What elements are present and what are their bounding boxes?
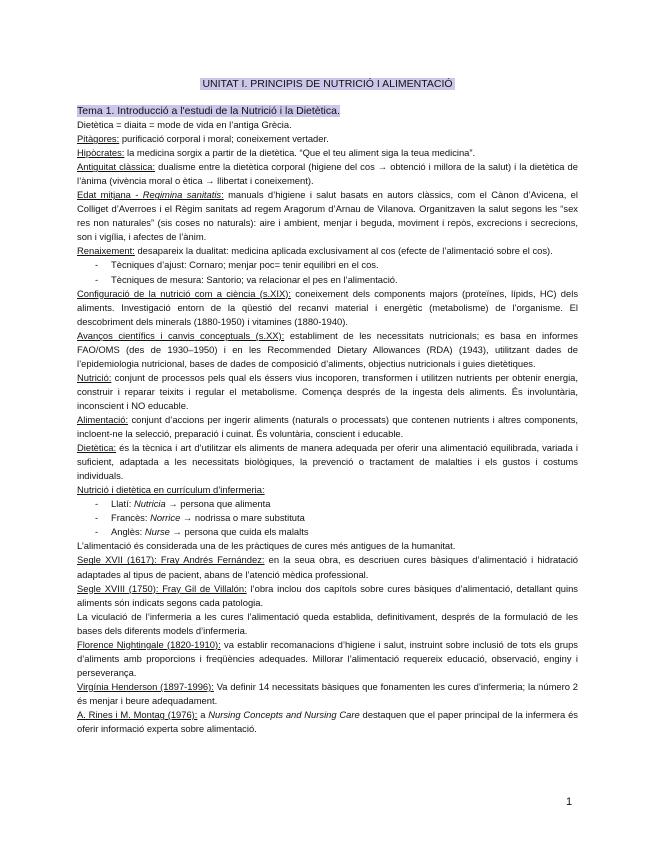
paragraph-curriculum <box>77 483 578 497</box>
term-text: conjunt d’accions per ingerir aliments (naturals o processats) que contenen nutrients i altres components, incloent-ne la selecció, preparació i cuinat. És voluntària, conscient i educable. <box>77 413 578 440</box>
term-label: Florence Nightingale (1820-1910): <box>77 638 221 650</box>
term-label: Nutrició i dietètica en currículum d’infermeria: <box>77 484 265 496</box>
paragraph-rines-montag <box>77 708 578 736</box>
etymology-list <box>77 497 578 539</box>
term-text: la medicina sorgix a partir de la dietètica. “Que el teu aliment siga la teua medicina”. <box>124 147 476 159</box>
paragraph-dietetica-definition: Dietètica = diaita = mode de vida en l’antiga Grècia. <box>77 119 292 130</box>
term-label: Alimentació: <box>77 413 129 425</box>
list-item-post: → nodrissa o mare substituta <box>180 512 305 524</box>
paragraph-hipocrates <box>77 146 578 160</box>
unit-title <box>0 78 655 91</box>
paragraph-dietetica <box>77 441 578 483</box>
list-item-post: → persona que cuida els malalts <box>169 526 309 538</box>
term-label-part: Edat mitjana - <box>77 189 143 201</box>
list-item-pre: Anglès: <box>111 526 145 538</box>
term-text: l’obra inclou dos capítols sobre cures bàsiques d’alimentació, detallant quins aliments són indicats segons cada patologia. <box>77 582 578 608</box>
term-text: manuals d’higiene i salut basats en autors clàssics, com el Cànon d’Avicena, el Colliget d’Averroes i el Règim sanitats ad regem Aragorum d’Arnau de Vilanova. Organitzaven la salut segons les “sex res non naturales” (sis coses no naturals): aire i ambient, menjar i beguda, moviment i repòs, excrecions i secrecions, son i vigília, i afectes de l’ànim. <box>77 189 578 243</box>
paragraph-vinculacio: La viculació de l’infermeria a les cures l’alimentació queda establida, definitivament, després de la formulació de les bases dels diferents models d’infermeria. <box>77 610 578 636</box>
paragraph-renaixement <box>77 244 578 258</box>
term-label: Nutrició: <box>77 371 112 383</box>
term-label: Dietètica: <box>77 442 117 454</box>
term-label: Virgínia Henderson (1897-1996): <box>77 680 214 692</box>
term-label: Segle XVII (1617): Fray Andrés Fernández: <box>77 554 265 566</box>
term-text: dualisme entre la dietètica corporal (higiene del cos → obtenció i millora de la salut) i la dietètica de l’ànima (vivència moral o ètica → llibertat i coneixement). <box>77 161 578 187</box>
list-item <box>77 497 578 511</box>
list-item: - Tècniques d’ajust: Cornaro; menjar poc= tenir equilibri en el cos. <box>77 258 578 272</box>
unit-title-text: UNITAT I. PRINCIPIS DE NUTRICIÓ I ALIMENTACIÓ <box>202 78 453 90</box>
term-label <box>77 189 224 200</box>
paragraph-segle-xvii <box>77 553 578 581</box>
term-label: Configuració de la nutrició com a ciència (s.XIX): <box>77 287 291 299</box>
term-label: Antiguitat clàssica: <box>77 161 156 173</box>
term-label-italic: Regimina sanitatis <box>142 189 222 201</box>
term-text: purificació corporal i moral; coneixement vertader. <box>119 133 329 145</box>
paragraph-alimentacio <box>77 413 578 441</box>
term-text: conjunt de processos pels qual els éssers vius incoporen, transformen i utilitzen nutrients per obtenir energia, construir i reparar teixits i regular el metabolisme. Comença després de la ingesta dels aliments. És involuntària, inconscient i NO educable. <box>77 371 578 411</box>
term-text: destaquen que el paper principal de la infermera és oferir informació experta sobre alimentació. <box>77 708 578 735</box>
paragraph-henderson <box>77 680 578 708</box>
paragraph-nightingale <box>77 638 578 680</box>
paragraph-edat-mitjana <box>77 188 578 244</box>
term-text: en la seua obra, es descriuen cures bàsiques d’alimentació i hidratació adaptades al tipus de pacient, abans de l’atenció mèdica professional. <box>77 554 578 580</box>
term-label: Avanços científics i canvis conceptuals (s.XX): <box>77 329 285 341</box>
list-item: - Tècniques de mesura: Santorio; va relacionar el pes en l’alimentació. <box>77 273 578 287</box>
term-text: establiment de les necessitats nutricionals; es basa en informes FAO/OMS (des de 1930–1950) i en les Recommended Dietary Allowances (RDA) (1943), utilitzant dades de l’epidemiologia nutricional, bases de dades de composició d’aliments, objectius nutricionals i guies dietètiques. <box>77 329 578 369</box>
list-item <box>77 525 578 539</box>
paragraph-avancos <box>77 329 578 371</box>
paragraph-configuracio <box>77 287 578 329</box>
list-item-italic: Nurse <box>144 526 170 538</box>
term-text: desapareix la dualitat: medicina aplicada exclusivament al cos (efecte de l’alimentació sobre el cos). <box>134 245 553 257</box>
term-label: Hipòcrates: <box>77 147 125 159</box>
list-item-pre: Llatí: <box>111 498 134 510</box>
list-item-pre: Francès: <box>111 512 151 524</box>
term-label: Pitàgores: <box>77 133 120 145</box>
document-body <box>77 104 578 736</box>
paragraph-pitagores <box>77 132 578 146</box>
topic-heading-text: Tema 1. Introducció a l'estudi de la Nutrició i la Dietètica. <box>77 105 340 117</box>
book-title: Nursing Concepts and Nursing Care <box>208 708 360 720</box>
paragraph-antiguitat <box>77 160 578 188</box>
term-text: és la tècnica i art d’utilitzar els aliments de manera adequada per oferir una alimentació equilibrada, variada i suficient, adaptada a les necessitats biològiques, la prevenció o tractament de malalties i els gustos i costums individuals. <box>77 442 578 482</box>
term-text: coneixement dels components majors (proteïnes, lípids, HC) dels aliments. Investigació entorn de la qüestió del recanvi material i energètic (metabolisme) de l’organisme. El descobriment dels minerals (1880-1950) i vitamines (1880-1940). <box>77 287 579 327</box>
topic-heading <box>77 104 578 118</box>
term-text: Va definir 14 necessitats bàsiques que fonamenten les cures d’infermeria; la número 2 és menjar i beure adequadament. <box>77 680 579 706</box>
term-text-pre: a <box>197 708 209 720</box>
list-item-post: → persona que alimenta <box>165 498 271 510</box>
list-item <box>77 511 578 525</box>
paragraph-segle-xviii <box>77 582 578 610</box>
list-item-italic: Nutricia <box>133 498 166 510</box>
page-number: 1 <box>566 796 573 808</box>
term-label-colon: : <box>221 189 224 201</box>
paragraph-nutricio <box>77 371 578 413</box>
term-label: A. Rines i M. Montag (1976): <box>77 708 198 720</box>
term-label: Segle XVIII (1750): Fray Gil de Villalón: <box>77 582 247 594</box>
techniques-list <box>77 258 578 286</box>
term-label: Renaixement: <box>77 245 135 257</box>
term-text: va establir recomanacions d’higiene i salut, instruint sobre inclusió de tots els grups d’aliments amb proporcions i freqüències adequades. Millorar l’alimentació requereix educació, observació, enginy i perseverança. <box>77 638 578 678</box>
paragraph-alimentacio-cures: L’alimentació és considerada una de les pràctiques de cures més antigues de la humanitat. <box>77 540 456 552</box>
list-item-italic: Norrice <box>150 512 181 524</box>
